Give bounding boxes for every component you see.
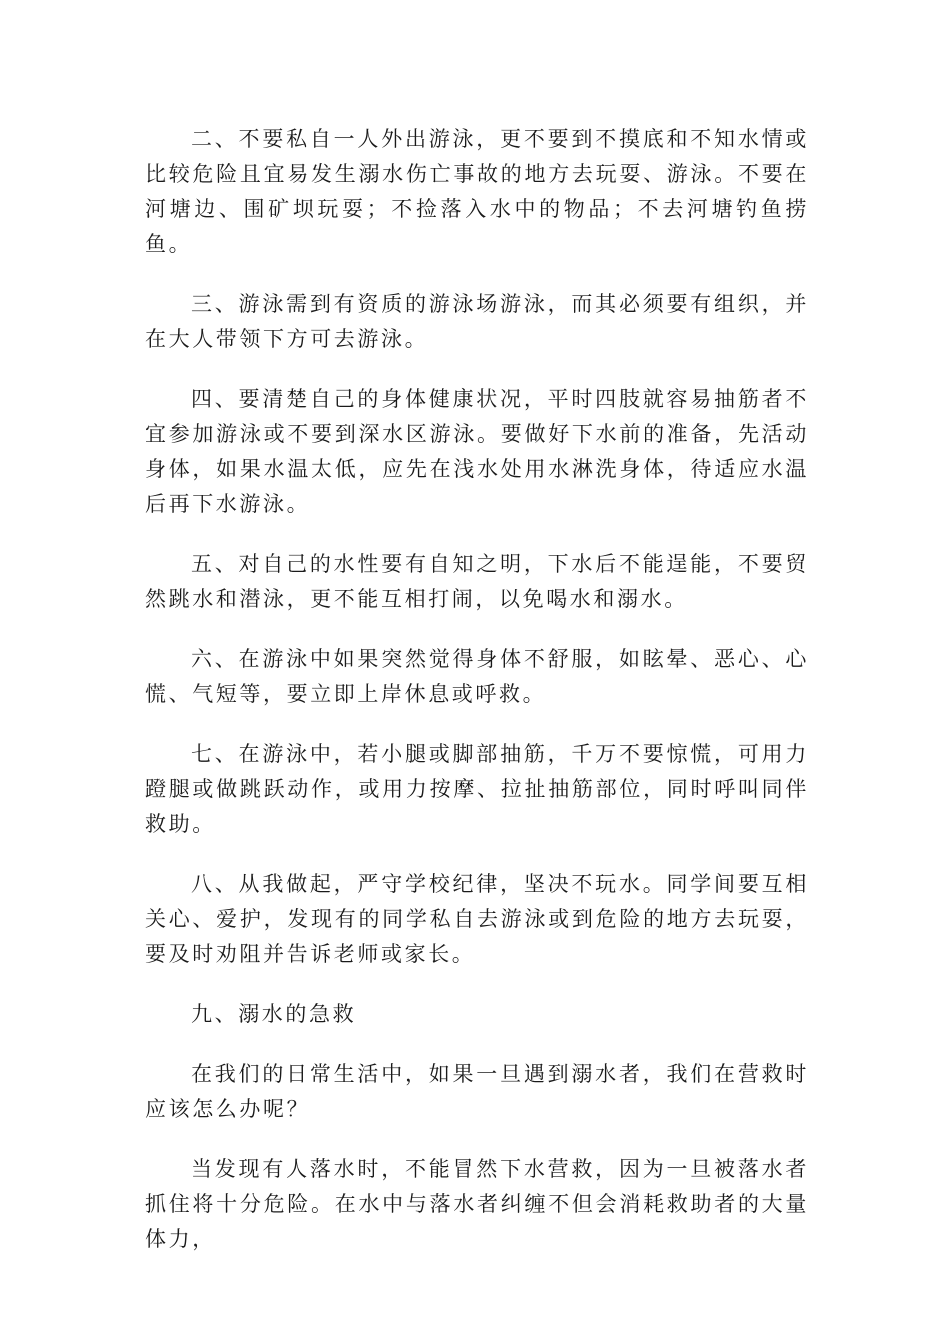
paragraph-rescue-caution: 当发现有人落水时，不能冒然下水营救，因为一旦被落水者抓住将十分危险。在水中与落水者纠缠不但会消耗救助者的大量体力， xyxy=(145,1157,809,1251)
paragraph-4-health-preparation: 四、要清楚自己的身体健康状况，平时四肢就容易抽筋者不宜参加游泳或不要到深水区游泳。要做好下水前的准备，先活动身体，如果水温太低，应先在浅水处用水淋洗身体，待适应水温后再下水游泳。 xyxy=(145,387,809,516)
paragraph-2-no-swimming-alone: 二、不要私自一人外出游泳，更不要到不摸底和不知水情或比较危险且宜易发生溺水伤亡事故的地方去玩耍、游泳。不要在河塘边、围矿坝玩耍；不捡落入水中的物品；不去河塘钓鱼捞鱼。 xyxy=(145,127,809,256)
paragraph-7-cramps: 七、在游泳中，若小腿或脚部抽筋，千万不要惊慌，可用力蹬腿或做跳跃动作，或用力按摩、拉扯抽筋部位，同时呼叫同伴救助。 xyxy=(145,742,809,836)
paragraph-8-school-discipline: 八、从我做起，严守学校纪律，坚决不玩水。同学间要互相关心、爱护，发现有的同学私自去游泳或到危险的地方去玩耍，要及时劝阻并告诉老师或家长。 xyxy=(145,872,809,966)
paragraph-rescue-question: 在我们的日常生活中，如果一旦遇到溺水者，我们在营救时应该怎么办呢？ xyxy=(145,1062,809,1121)
paragraph-6-feel-unwell: 六、在游泳中如果突然觉得身体不舒服，如眩晕、恶心、心慌、气短等，要立即上岸休息或呼救。 xyxy=(145,647,809,706)
document-body xyxy=(145,122,809,1257)
paragraph-3-qualified-venue: 三、游泳需到有资质的游泳场游泳，而其必须要有组织，并在大人带领下方可去游泳。 xyxy=(145,292,809,351)
section-heading-drowning-first-aid: 九、溺水的急救 xyxy=(191,1002,357,1026)
paragraph-5-know-your-ability: 五、对自己的水性要有自知之明，下水后不能逞能，不要贸然跳水和潜泳，更不能互相打闹，以免喝水和溺水。 xyxy=(145,552,809,611)
